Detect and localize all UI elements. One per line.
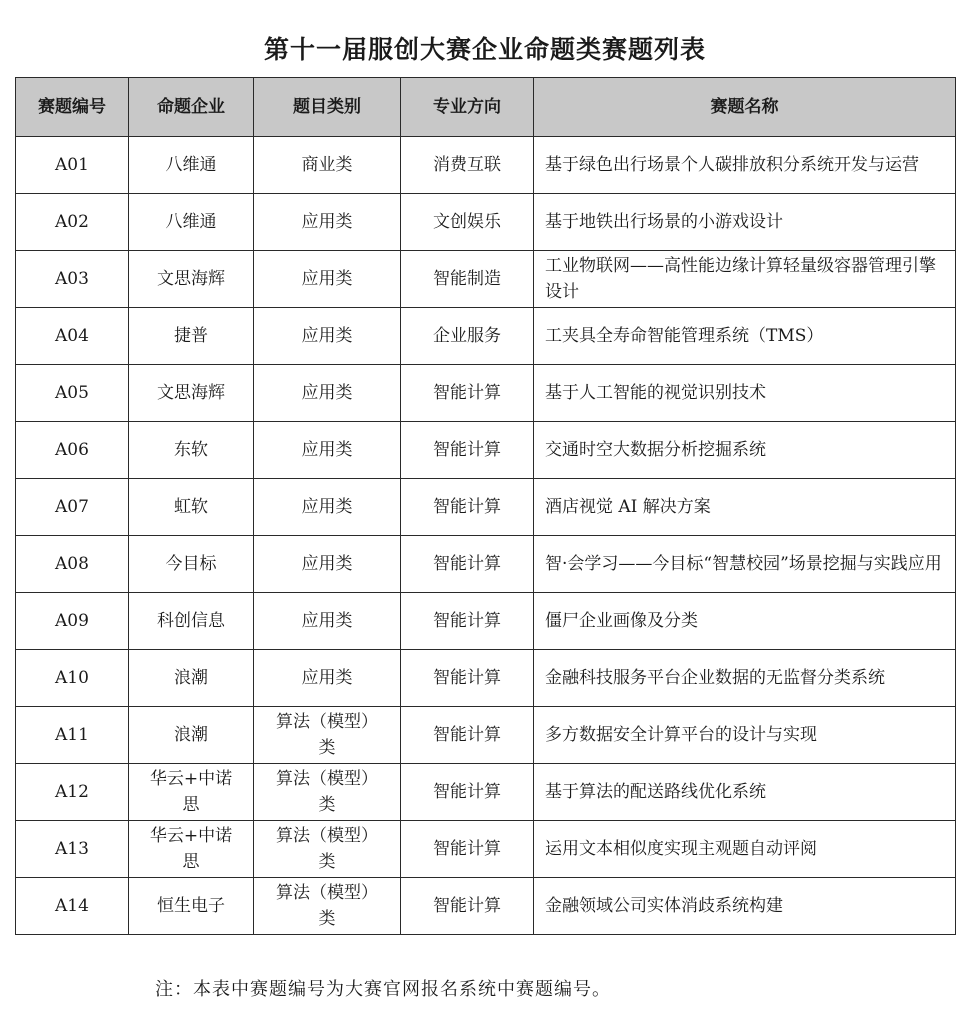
cell-direction: 智能计算 — [401, 593, 534, 650]
table-row — [16, 479, 956, 536]
cell-category: 应用类 — [254, 365, 401, 422]
cell-id: A09 — [16, 593, 129, 650]
table-row — [16, 878, 956, 935]
cell-id: A07 — [16, 479, 129, 536]
cell-direction: 智能计算 — [401, 479, 534, 536]
cell-category: 应用类 — [254, 536, 401, 593]
cell-name: 运用文本相似度实现主观题自动评阅 — [534, 821, 956, 878]
cell-category: 应用类 — [254, 650, 401, 707]
footnote: 注：本表中赛题编号为大赛官网报名系统中赛题编号。 — [155, 979, 611, 1000]
cell-id: A08 — [16, 536, 129, 593]
cell-direction: 智能计算 — [401, 878, 534, 935]
cell-category: 应用类 — [254, 194, 401, 251]
cell-direction: 企业服务 — [401, 308, 534, 365]
header-category: 题目类别 — [254, 78, 401, 137]
cell-company: 八维通 — [129, 137, 254, 194]
table-body — [16, 137, 956, 935]
cell-name: 僵尸企业画像及分类 — [534, 593, 956, 650]
table-row — [16, 707, 956, 764]
cell-id: A01 — [16, 137, 129, 194]
cell-company: 八维通 — [129, 194, 254, 251]
cell-category: 算法（模型）类 — [254, 878, 401, 935]
header-company: 命题企业 — [129, 78, 254, 137]
cell-category: 算法（模型）类 — [254, 764, 401, 821]
cell-category: 应用类 — [254, 251, 401, 308]
cell-id: A02 — [16, 194, 129, 251]
cell-id: A14 — [16, 878, 129, 935]
cell-category: 应用类 — [254, 593, 401, 650]
cell-direction: 智能计算 — [401, 650, 534, 707]
cell-name: 工业物联网——高性能边缘计算轻量级容器管理引擎设计 — [534, 251, 956, 308]
cell-company: 恒生电子 — [129, 878, 254, 935]
table-row — [16, 422, 956, 479]
table-row — [16, 251, 956, 308]
cell-direction: 消费互联 — [401, 137, 534, 194]
cell-direction: 智能计算 — [401, 422, 534, 479]
table-row — [16, 821, 956, 878]
cell-direction: 智能计算 — [401, 821, 534, 878]
header-direction: 专业方向 — [401, 78, 534, 137]
cell-company: 华云+中诺思 — [129, 821, 254, 878]
table-row — [16, 194, 956, 251]
header-name: 赛题名称 — [534, 78, 956, 137]
cell-direction: 文创娱乐 — [401, 194, 534, 251]
cell-id: A10 — [16, 650, 129, 707]
cell-name: 金融科技服务平台企业数据的无监督分类系统 — [534, 650, 956, 707]
cell-company: 文思海辉 — [129, 365, 254, 422]
cell-category: 算法（模型）类 — [254, 707, 401, 764]
header-id: 赛题编号 — [16, 78, 129, 137]
table-header-row — [16, 78, 956, 137]
cell-company: 虹软 — [129, 479, 254, 536]
cell-id: A05 — [16, 365, 129, 422]
cell-company: 科创信息 — [129, 593, 254, 650]
cell-id: A03 — [16, 251, 129, 308]
cell-id: A11 — [16, 707, 129, 764]
cell-direction: 智能计算 — [401, 536, 534, 593]
cell-company: 东软 — [129, 422, 254, 479]
cell-id: A12 — [16, 764, 129, 821]
cell-name: 智·会学习——今目标“智慧校园”场景挖掘与实践应用 — [534, 536, 956, 593]
cell-name: 交通时空大数据分析挖掘系统 — [534, 422, 956, 479]
cell-company: 文思海辉 — [129, 251, 254, 308]
table-row — [16, 764, 956, 821]
topics-table — [15, 77, 956, 935]
cell-category: 算法（模型）类 — [254, 821, 401, 878]
cell-name: 酒店视觉 AI 解决方案 — [534, 479, 956, 536]
cell-category: 应用类 — [254, 479, 401, 536]
cell-category: 商业类 — [254, 137, 401, 194]
cell-name: 基于绿色出行场景个人碳排放积分系统开发与运营 — [534, 137, 956, 194]
cell-name: 工夹具全寿命智能管理系统（TMS） — [534, 308, 956, 365]
cell-name: 基于人工智能的视觉识别技术 — [534, 365, 956, 422]
cell-id: A04 — [16, 308, 129, 365]
cell-name: 基于地铁出行场景的小游戏设计 — [534, 194, 956, 251]
cell-id: A06 — [16, 422, 129, 479]
table-row — [16, 308, 956, 365]
cell-company: 捷普 — [129, 308, 254, 365]
table-row — [16, 650, 956, 707]
cell-direction: 智能制造 — [401, 251, 534, 308]
cell-name: 基于算法的配送路线优化系统 — [534, 764, 956, 821]
cell-id: A13 — [16, 821, 129, 878]
cell-direction: 智能计算 — [401, 764, 534, 821]
table-row — [16, 593, 956, 650]
page-title: 第十一届服创大赛企业命题类赛题列表 — [263, 35, 706, 64]
table-row — [16, 365, 956, 422]
cell-direction: 智能计算 — [401, 707, 534, 764]
cell-company: 今目标 — [129, 536, 254, 593]
cell-category: 应用类 — [254, 308, 401, 365]
cell-direction: 智能计算 — [401, 365, 534, 422]
cell-name: 金融领域公司实体消歧系统构建 — [534, 878, 956, 935]
cell-company: 华云+中诺思 — [129, 764, 254, 821]
cell-category: 应用类 — [254, 422, 401, 479]
cell-company: 浪潮 — [129, 707, 254, 764]
table-row — [16, 536, 956, 593]
cell-company: 浪潮 — [129, 650, 254, 707]
table-row — [16, 137, 956, 194]
cell-name: 多方数据安全计算平台的设计与实现 — [534, 707, 956, 764]
